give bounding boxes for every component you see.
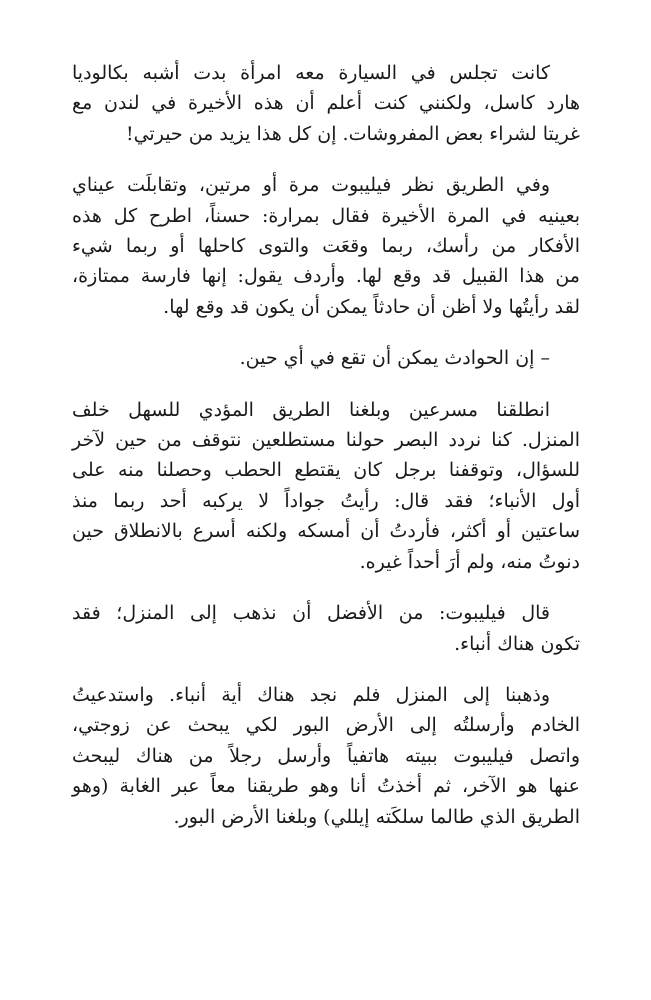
text-line: قال فيليبوت: من الأفضل أن نذهب إلى المنزل؛ فقد xyxy=(72,602,550,625)
text-line: دنوتُ منه، ولم أرَ أحداً غيره. xyxy=(359,550,580,573)
paragraph-4 xyxy=(72,598,580,659)
text-line: – إن الحوادث يمكن أن تقع في أي حين. xyxy=(239,347,550,370)
paragraph-3 xyxy=(72,395,580,577)
text-line: المنزل. كنا نردد البصر حولنا مستطلعين نتوقف من حين لآخر xyxy=(72,429,580,452)
text-line: أول الأنباء؛ فقد قال: رأيتُ جواداً لا يركبه أحد ربما منذ xyxy=(72,489,580,512)
text-line: انطلقنا مسرعين وبلغنا الطريق المؤدي للسهل خلف xyxy=(72,398,550,421)
book-page xyxy=(72,58,580,853)
text-line: ساعتين أو أكثر، فأردتُ أن أمسكه ولكنه أسرع بالانطلاق حين xyxy=(72,520,580,543)
text-line: كانت تجلس في السيارة معه امرأة بدت أشبه بكالوديا xyxy=(72,62,550,84)
text-line: الأفكار من رأسك، ربما وقعَت والتوى كاحلها أو ربما شيء xyxy=(72,235,580,258)
text-line: من هذا القبيل قد وقع لها. وأردف يقول: إنها فارسة ممتازة، xyxy=(72,265,580,288)
text-line: وفي الطريق نظر فيليبوت مرة أو مرتين، وتقابلَت عيناي xyxy=(72,174,550,197)
paragraph-5 xyxy=(72,680,580,832)
text-line: عنها هو الآخر، ثم أخذتُ أنا وهو طريقنا معاً عبر الغابة (وهو xyxy=(72,775,580,798)
paragraph-2 xyxy=(72,170,580,322)
text-line: الخادم وأرسلتُه إلى الأرض البور لكي يبحث عن زوجتي، xyxy=(72,714,580,737)
text-line: لقد رأيتُها ولا أظن أن حادثاً يمكن أن يكون قد وقع لها. xyxy=(163,295,580,318)
text-line: للسؤال، وتوقفنا برجل كان يقتطع الحطب وحصلنا منه على xyxy=(72,459,580,482)
text-line: بعينيه في المرة الأخيرة فقال بمرارة: حسناً، اطرح كل هذه xyxy=(72,204,580,227)
text-line: غريتا لشراء بعض المفروشات. إن كل هذا يزيد من حيرتي! xyxy=(125,122,580,145)
text-line: الطريق الذي طالما سلكَته إيللي) وبلغنا الأرض البور. xyxy=(173,805,580,828)
paragraph-1 xyxy=(72,58,580,149)
text-line: وذهبنا إلى المنزل فلم نجد هناك أية أنباء. واستدعيتُ xyxy=(72,683,550,706)
text-line: تكون هناك أنباء. xyxy=(454,632,580,655)
dialogue-line xyxy=(72,343,580,373)
text-line: هارد كاسل، ولكنني كنت أعلم أن هذه الأخيرة في لندن مع xyxy=(72,92,580,115)
text-line: واتصل فيليبوت ببيته هاتفياً وأرسل رجلاً من هناك ليبحث xyxy=(72,744,580,767)
